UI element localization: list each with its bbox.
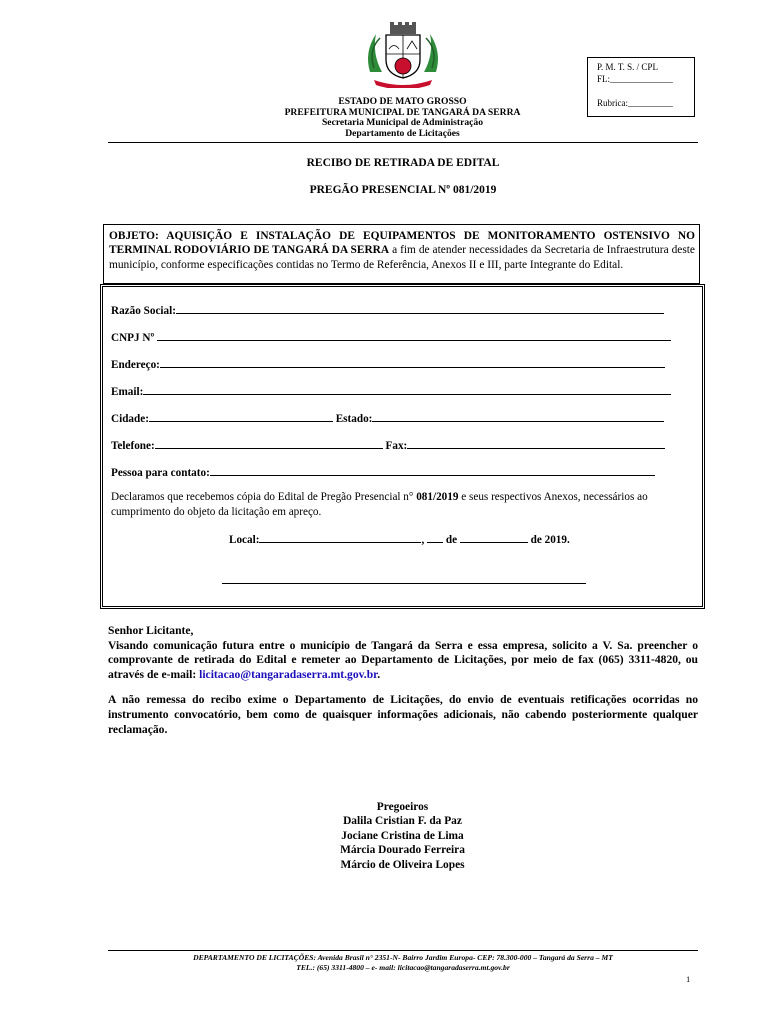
notice-greeting: Senhor Licitante, bbox=[108, 624, 194, 637]
signature-name: Jociane Cristina de Lima bbox=[341, 829, 464, 842]
notice-paragraph-1 bbox=[108, 639, 698, 683]
contato-label: Pessoa para contato: bbox=[111, 467, 210, 479]
fax-field[interactable] bbox=[407, 438, 665, 449]
object-rest-text: a fim de atender necessidades da Secretaria de Infraestrutura deste município, conforme especificações contidas no Termo de Referência, Anexos II e III, parte Integrante do Edital. bbox=[109, 244, 695, 271]
document-header bbox=[230, 97, 575, 139]
declaration-part-a: Declaramos que recebemos cópia do Edital de Pregão Presencial n° bbox=[111, 491, 417, 503]
company-form bbox=[100, 284, 705, 609]
declaration-auction-number: 081/2019 bbox=[416, 491, 459, 503]
stamp-cpl: P. M. T. S. / CPL bbox=[597, 62, 658, 72]
cnpj-row bbox=[111, 330, 671, 344]
endereco-label: Endereço: bbox=[111, 359, 160, 371]
email-row bbox=[111, 384, 671, 398]
receipt-title: RECIBO DE RETIRADA DE EDITAL bbox=[306, 157, 500, 169]
header-department: Departamento de Licitações bbox=[345, 127, 460, 139]
endereco-field[interactable] bbox=[160, 357, 665, 368]
object-bold-text: OBJETO: AQUISIÇÃO E INSTALAÇÃO DE EQUIPAMENTOS DE MONITORAMENTO OSTENSIVO NO TERMINAL RODOVIÁRIO DE TANGARÁ DA SERRA bbox=[109, 230, 695, 257]
header-state: ESTADO DE MATO GROSSO bbox=[338, 96, 467, 107]
footer bbox=[108, 953, 698, 973]
local-label: Local: bbox=[229, 534, 260, 546]
notice-section bbox=[108, 624, 698, 737]
notice-p1-text: Visando comunicação futura entre o município de Tangará da Serra e essa empresa, solicito a V. Sa. preencher o comprovante de retirada do Edital e remeter ao Departamento de Licitações, por meio de fax (065) 3311-4820, ou através de e-mail: bbox=[108, 638, 698, 681]
municipal-coat-of-arms-icon bbox=[362, 22, 444, 88]
estado-label: Estado: bbox=[335, 413, 373, 425]
footer-divider bbox=[108, 950, 698, 951]
local-field[interactable] bbox=[259, 532, 421, 543]
razao-social-field[interactable] bbox=[176, 303, 664, 314]
signatures-role: Pregoeiros bbox=[376, 801, 429, 813]
object-box bbox=[103, 224, 700, 284]
endereco-row bbox=[111, 357, 665, 371]
email-label: Email: bbox=[111, 386, 144, 398]
contato-row bbox=[111, 465, 655, 479]
notice-p1-end: . bbox=[377, 667, 381, 681]
stamp-folio: FL:______________ bbox=[597, 74, 674, 84]
footer-address: DEPARTAMENTO DE LICITAÇÕES: Avenida Brasil n° 2351-N- Bairro Jardim Europa- CEP: 78.300-000 – Tangará da Serra – MT bbox=[193, 953, 613, 962]
footer-contact: TEL.: (65) 3311-4800 – e- mail: licitacao@tangaradaserra.mt.gov.br bbox=[296, 963, 510, 972]
telefone-field[interactable] bbox=[155, 438, 383, 449]
declaration-part-b: e seus respectivos Anexos, necessários ao cumprimento do objeto da licitação em apreço. bbox=[111, 491, 648, 518]
cidade-label: Cidade: bbox=[111, 413, 149, 425]
local-comma: , bbox=[421, 534, 425, 546]
signature-name: Márcia Dourado Ferreira bbox=[340, 844, 465, 857]
cidade-field[interactable] bbox=[149, 411, 333, 422]
declaration-text bbox=[111, 490, 686, 519]
telefone-fax-row bbox=[111, 438, 665, 452]
signature-line[interactable] bbox=[222, 583, 586, 584]
date-de-label: de bbox=[445, 534, 458, 546]
signatures-block bbox=[230, 800, 575, 872]
telefone-label: Telefone: bbox=[111, 440, 155, 452]
cnpj-field[interactable] bbox=[157, 330, 671, 341]
stamp-rubrica: Rubrica:__________ bbox=[597, 98, 673, 108]
razao-social-label: Razão Social: bbox=[111, 305, 176, 317]
protocol-stamp-box bbox=[587, 57, 695, 117]
cnpj-label: CNPJ Nº bbox=[111, 332, 155, 344]
day-field[interactable] bbox=[427, 532, 443, 543]
signature-name: Dalila Cristian F. da Paz bbox=[343, 815, 462, 828]
month-field[interactable] bbox=[460, 532, 528, 543]
header-secretariat: Secretaria Municipal de Administração bbox=[321, 117, 484, 129]
header-city-hall: PREFEITURA MUNICIPAL DE TANGARÁ DA SERRA bbox=[284, 106, 521, 118]
signature-name: Márcio de Oliveira Lopes bbox=[340, 858, 465, 871]
razao-social-row bbox=[111, 303, 664, 317]
local-date-row bbox=[229, 532, 570, 546]
estado-field[interactable] bbox=[372, 411, 664, 422]
fax-label: Fax: bbox=[385, 440, 408, 452]
date-year-label: de 2019. bbox=[530, 534, 570, 546]
header-divider bbox=[108, 142, 698, 143]
email-field[interactable] bbox=[143, 384, 671, 395]
notice-paragraph-2: A não remessa do recibo exime o Departamento de Licitações, do envio de eventuais retificações ocorridas no instrumento convocatório, bem como de quaisquer informações adicionais, não cabendo posteriormente qualquer reclamação. bbox=[108, 693, 698, 736]
page-number: 1 bbox=[686, 974, 691, 984]
cidade-estado-row bbox=[111, 411, 664, 425]
notice-email-link[interactable]: licitacao@tangaradaserra.mt.gov.br bbox=[199, 667, 378, 681]
auction-title: PREGÃO PRESENCIAL Nº 081/2019 bbox=[309, 184, 497, 196]
contato-field[interactable] bbox=[210, 465, 655, 476]
